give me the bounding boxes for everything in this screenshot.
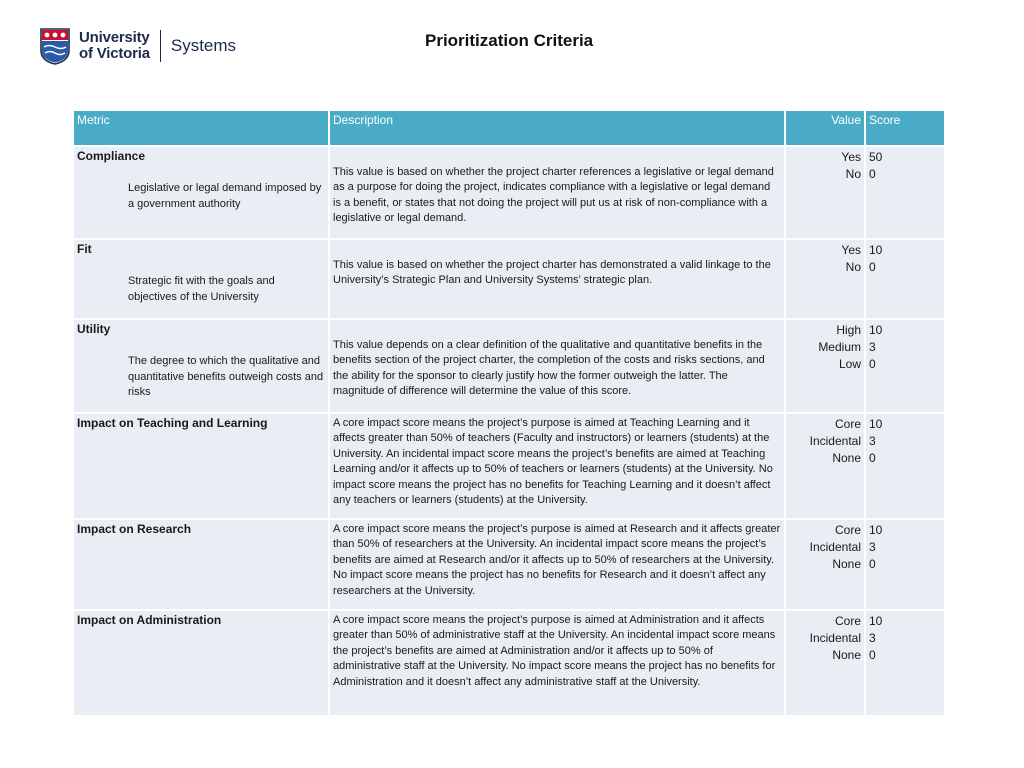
- metric-cell: [74, 414, 328, 518]
- score-option: 10: [869, 523, 883, 537]
- logo-line-2: of Victoria: [79, 45, 150, 62]
- value-option: Incidental: [809, 540, 861, 554]
- score-cell: [866, 611, 944, 715]
- score-option: 3: [869, 540, 876, 554]
- value-option: Core: [834, 614, 861, 628]
- score-option: 3: [869, 434, 876, 448]
- description-text: A core impact score means the project’s purpose is aimed at Research and it affects greater than 50% of researchers at the University. An incidental impact score means the project’s benefits are aimed at Research and/or it affects up to 50% of researchers at the University. No impact score means the project has no benefits for Research and it doesn’t affect any researchers at the University.: [333, 523, 781, 597]
- university-name: [79, 30, 150, 62]
- logo-divider: [160, 30, 161, 62]
- value-cell: [786, 147, 864, 238]
- university-logo: [40, 26, 236, 66]
- value-option: None: [832, 648, 861, 662]
- table-row: [74, 520, 944, 609]
- table-row: [74, 147, 944, 238]
- score-option: 10: [869, 614, 883, 628]
- value-option: Core: [834, 523, 861, 537]
- description-text: This value depends on a clear definition of the qualitative and quantitative benefits in the benefits section of the project charter, the completion of the costs and risks sections, and the ability for the sponsor to clearly justify how the former outweigh the latter. The magnitude of difference will determine the value of this score.: [333, 339, 765, 398]
- score-option: 3: [869, 340, 876, 354]
- description-cell: [330, 520, 784, 609]
- column-header-metric: Metric: [74, 111, 328, 145]
- value-cell: [786, 320, 864, 412]
- metric-cell: [74, 520, 328, 609]
- table-row: [74, 320, 944, 412]
- score-option: 0: [869, 167, 876, 181]
- value-option: Low: [838, 357, 861, 371]
- description-cell: [330, 414, 784, 518]
- metric-subtitle: Strategic fit with the goals and objectives of the University: [128, 275, 275, 303]
- metric-name: Impact on Administration: [77, 613, 222, 627]
- metric-name: Compliance: [77, 149, 146, 163]
- score-cell: [866, 320, 944, 412]
- criteria-table: [72, 109, 946, 717]
- metric-name: Utility: [77, 322, 111, 336]
- value-option: None: [832, 557, 861, 571]
- description-text: This value is based on whether the project charter has demonstrated a valid linkage to the University’s Strategic Plan and University Systems’ strategic plan.: [333, 259, 771, 287]
- value-cell: [786, 520, 864, 609]
- metric-name: Impact on Research: [77, 522, 192, 536]
- crest-icon: [40, 28, 70, 65]
- value-option: Incidental: [809, 631, 861, 645]
- value-cell: [786, 414, 864, 518]
- metric-subtitle: The degree to which the qualitative and quantitative benefits outweigh costs and risks: [128, 355, 324, 399]
- department-name: Systems: [170, 36, 237, 55]
- metric-subtitle: Legislative or legal demand imposed by a government authority: [128, 182, 322, 210]
- column-header-score: Score: [866, 111, 944, 145]
- score-option: 10: [869, 323, 883, 337]
- column-header-value: Value: [786, 111, 864, 145]
- score-option: 0: [869, 451, 876, 465]
- score-cell: [866, 520, 944, 609]
- table-row: [74, 414, 944, 518]
- description-text: A core impact score means the project’s purpose is aimed at Teaching Learning and it affects greater than 50% of teachers (Faculty and instructors) or learners (students) at the University. An incidental impact score means the project’s benefits are aimed at Teaching Learning and/or it affects up to 50% of teachers or learners (students) at the University. No impact score means the project has no benefits for Teaching Learning and it doesn’t affect any teachers or learners (students) at the University.: [333, 417, 773, 507]
- score-option: 0: [869, 557, 876, 571]
- metric-name: Fit: [77, 242, 92, 256]
- value-cell: [786, 240, 864, 318]
- logo-line-1: University: [79, 29, 150, 46]
- value-cell: [786, 611, 864, 715]
- table-row: [74, 240, 944, 318]
- metric-cell: [74, 611, 328, 715]
- header-row: [74, 111, 944, 145]
- page-title: Prioritization Criteria: [425, 31, 594, 50]
- description-cell: [330, 240, 784, 318]
- score-option: 10: [869, 243, 883, 257]
- metric-cell: [74, 240, 328, 318]
- score-option: 50: [869, 150, 883, 164]
- value-option: Yes: [841, 243, 861, 257]
- score-option: 0: [869, 260, 876, 274]
- score-option: 3: [869, 631, 876, 645]
- description-cell: [330, 320, 784, 412]
- score-cell: [866, 414, 944, 518]
- score-cell: [866, 147, 944, 238]
- score-option: 10: [869, 417, 883, 431]
- table-row: [74, 611, 944, 715]
- score-cell: [866, 240, 944, 318]
- metric-cell: [74, 147, 328, 238]
- value-option: Medium: [818, 340, 861, 354]
- description-text: A core impact score means the project’s purpose is aimed at Administration and it affects greater than 50% of administrative staff at the University. An incidental impact score means the project’s benefits are aimed at Administration and/or it affects up to 50% of administrative staff at the University. No impact score means the project has no benefits for Administration and it doesn’t affect any administrative staff at the University.: [333, 614, 776, 688]
- value-option: None: [832, 451, 861, 465]
- score-option: 0: [869, 648, 876, 662]
- description-cell: [330, 611, 784, 715]
- value-option: No: [845, 167, 861, 181]
- value-option: Incidental: [809, 434, 861, 448]
- value-option: Yes: [841, 150, 861, 164]
- score-option: 0: [869, 357, 876, 371]
- description-cell: [330, 147, 784, 238]
- description-text: This value is based on whether the project charter references a legislative or legal demand as a purpose for doing the project, indicates compliance with a legislative or legal demand is a benefit, or states that not doing the project will put us at risk of non-compliance with a legislative or legal demand.: [333, 166, 774, 225]
- metric-cell: [74, 320, 328, 412]
- value-option: No: [845, 260, 861, 274]
- value-option: Core: [834, 417, 861, 431]
- value-option: High: [836, 323, 861, 337]
- metric-name: Impact on Teaching and Learning: [77, 416, 268, 430]
- column-header-description: Description: [330, 111, 784, 145]
